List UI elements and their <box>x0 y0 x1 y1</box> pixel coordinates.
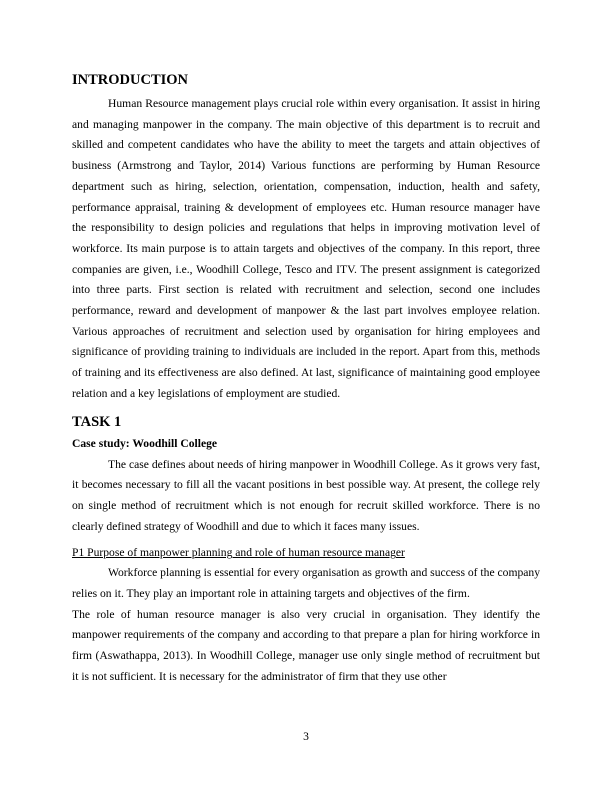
case-study-paragraph: The case defines about needs of hiring manpower in Woodhill College. As it grows very fast, it becomes necessary to fill all the vacant positions in best possible way. At present, the college rely on single method of recruitment which is not enough for recruit skilled workforce. There is no clearly defined strategy of Woodhill and due to which it faces many issues. <box>72 457 540 533</box>
p1-paragraph-1: Workforce planning is essential for every organisation as growth and success of the company relies on it. They play an important role in attaining targets and objectives of the firm. <box>72 566 540 601</box>
task1-heading: TASK 1 <box>72 413 122 430</box>
case-study-heading: Case study: Woodhill College <box>72 436 218 450</box>
introduction-paragraph: Human Resource management plays crucial role within every organisation. It assist in hiring and managing manpower in the company. The main objective of this department is to recruit and skilled and competent candidates who have the ability to meet the targets and attain objectives of business (Armstrong and Taylor, 2014) Various functions are performing by Human Resource department such as hiring, selection, orientation, compensation, induction, health and safety, performance appraisal, training & development of employees etc. Human resource manager have the responsibility to design policies and regulations that helps in improving motivation level of workforce. Its main purpose is to attain targets and objectives of the company. In this report, three companies are given, i.e., Woodhill College, Tesco and ITV. The present assignment is categorized into three parts. First section is related with recruitment and selection, second one includes performance, reward and development of manpower & the last part involves employee relation. Various approaches of recruitment and selection used by organisation for hiring employees and significance of providing training to individuals are included in the report. Apart from this, methods of training and its effectiveness are also defined. At last, significance of maintaining good employee relation and a key legislations of employment are studied. <box>72 97 540 400</box>
page-number: 3 <box>303 730 309 743</box>
introduction-heading: INTRODUCTION <box>72 72 189 88</box>
document-page <box>72 70 540 688</box>
p1-subheading: P1 Purpose of manpower planning and role of human resource manager <box>72 546 405 560</box>
p1-paragraph-2: The role of human resource manager is also very crucial in organisation. They identify the manpower requirements of the company and according to that prepare a plan for hiring workforce in firm (Aswathappa, 2013). In Woodhill College, manager use only single method of recruitment but it is not sufficient. It is necessary for the administrator of firm that they use other <box>72 607 540 683</box>
